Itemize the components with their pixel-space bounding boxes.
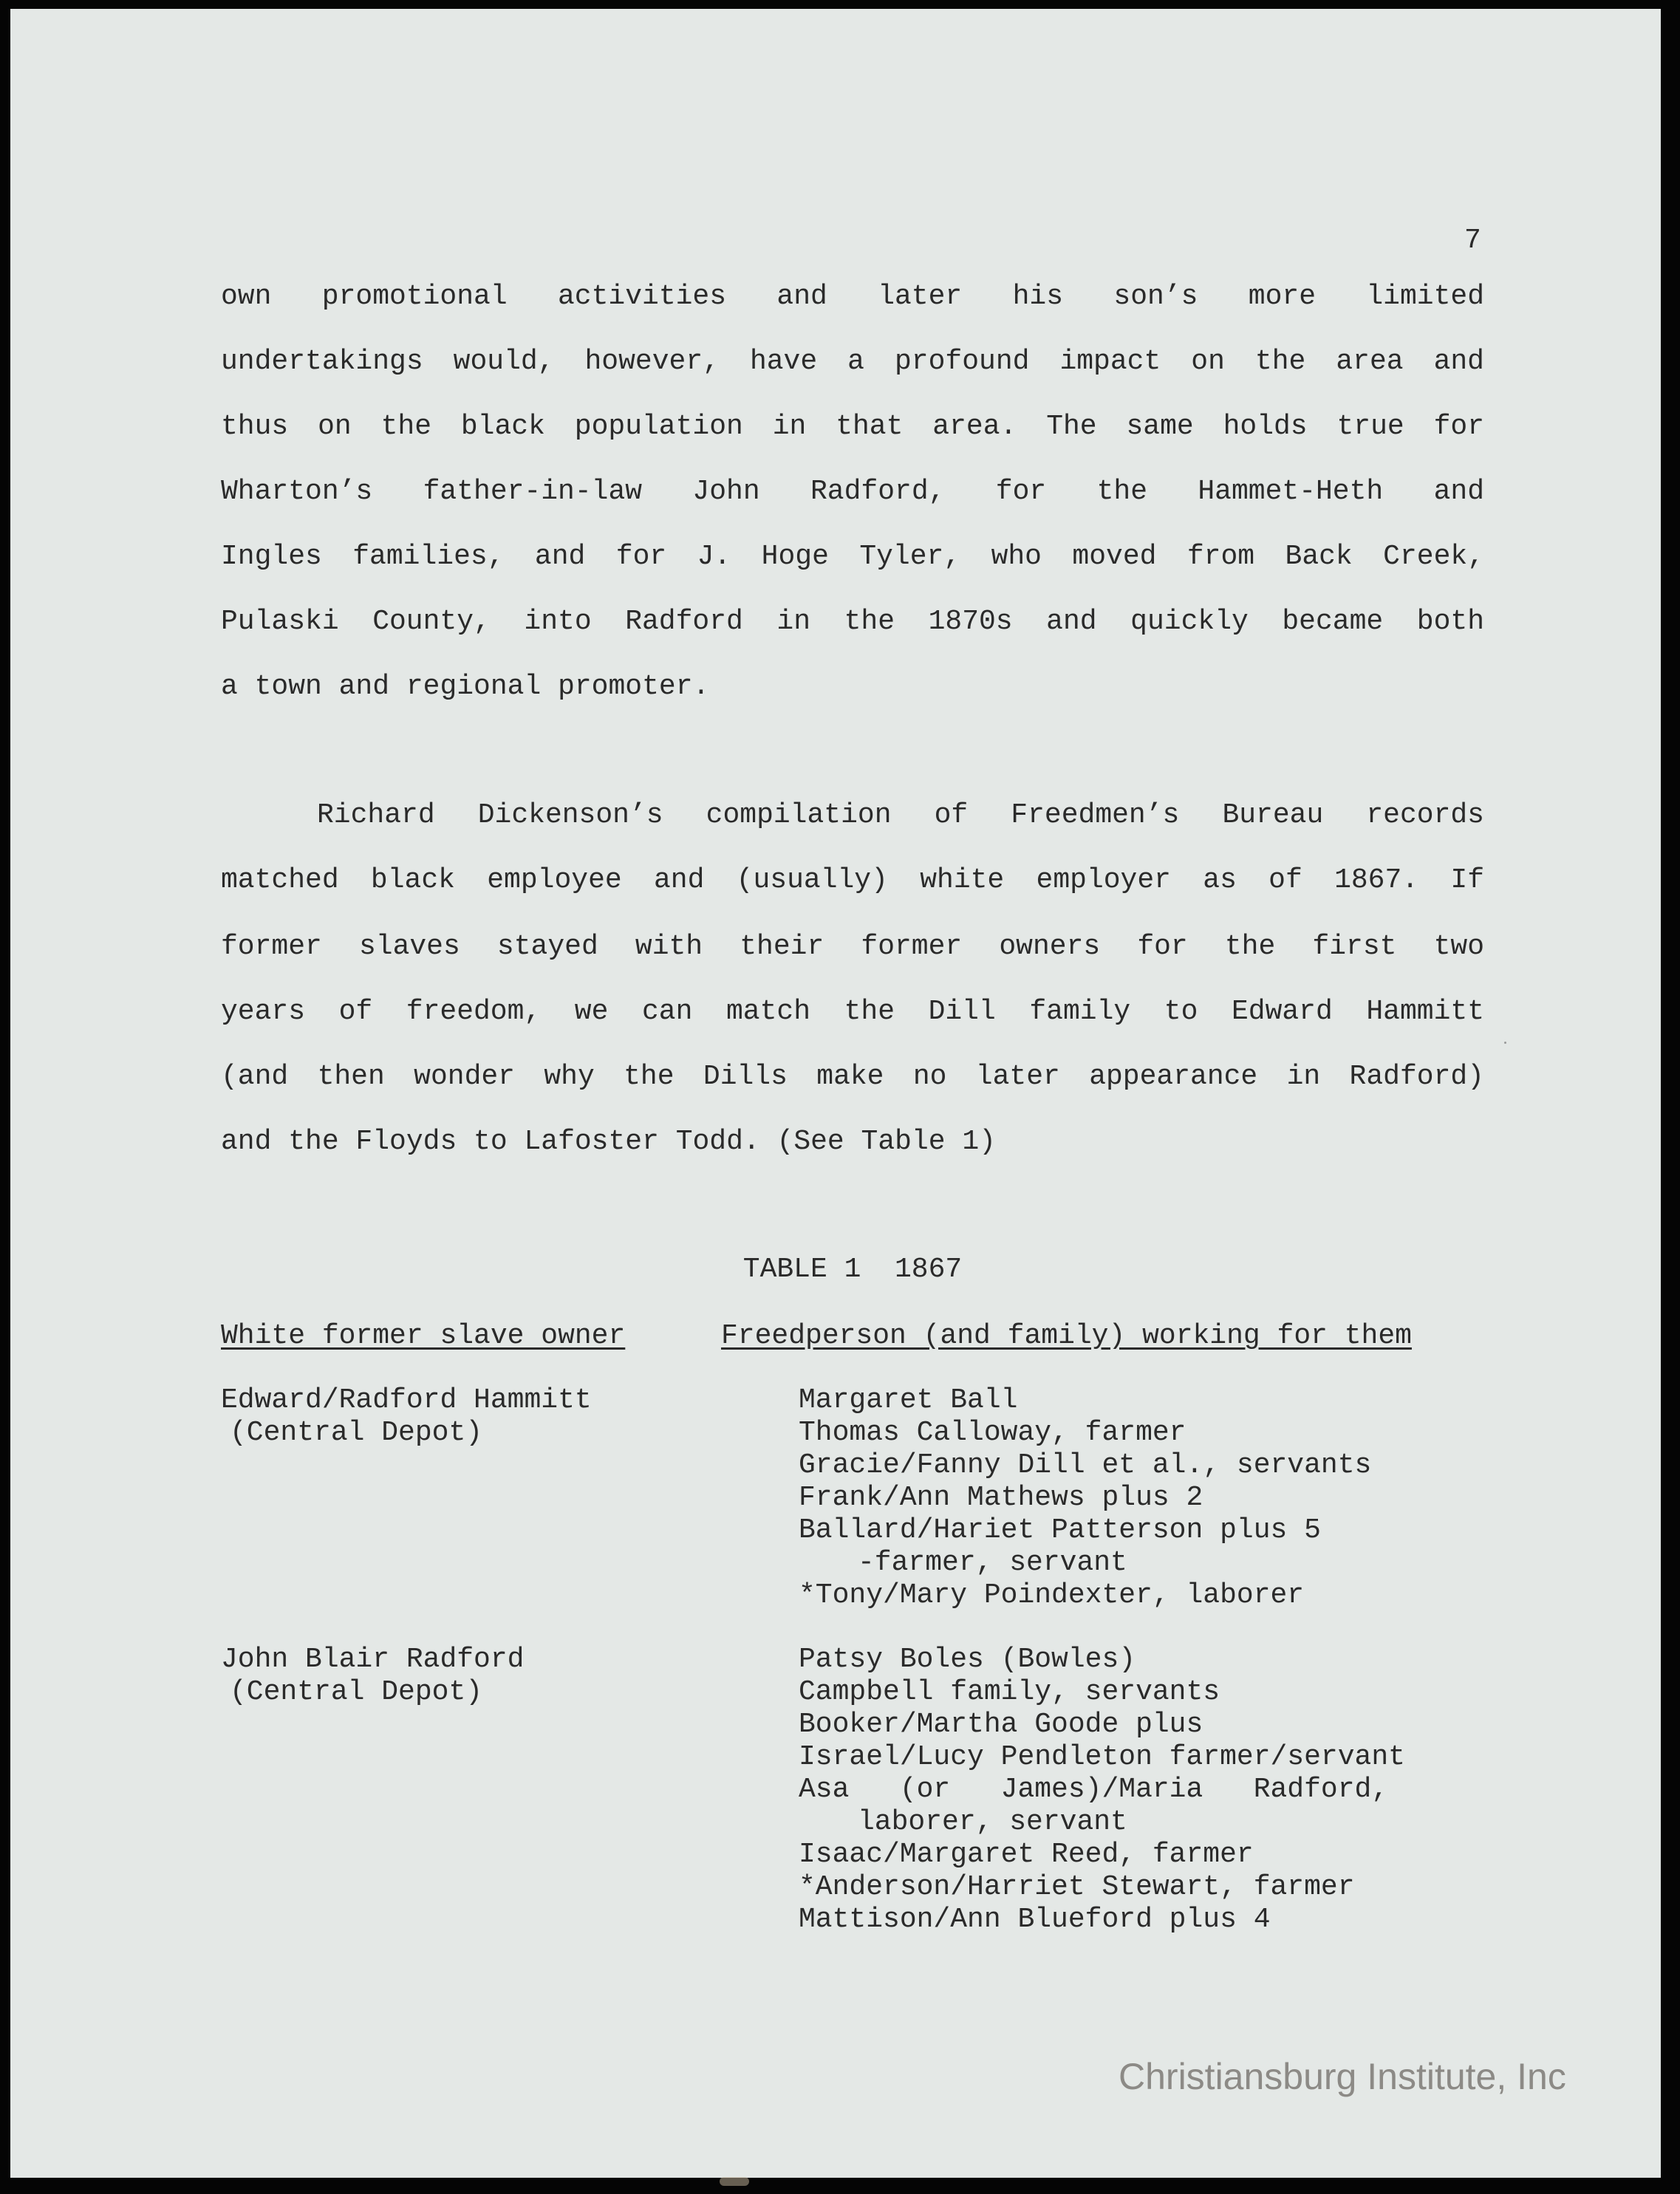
text-line: undertakings would, however, have a profound impact on the area and bbox=[221, 346, 1484, 377]
owner-location: (Central Depot) bbox=[230, 1676, 483, 1708]
text-line: Richard Dickenson’s compilation of Freedmen’s Bureau records bbox=[317, 799, 1484, 831]
text-line: years of freedom, we can match the Dill family to Edward Hammitt bbox=[221, 996, 1484, 1028]
list-item: Patsy Boles (Bowles) bbox=[799, 1644, 1136, 1675]
list-item: Gracie/Fanny Dill et al., servants bbox=[799, 1449, 1372, 1481]
list-item: Isaac/Margaret Reed, farmer bbox=[799, 1839, 1254, 1870]
page-number: 7 bbox=[1464, 225, 1481, 256]
text-line: own promotional activities and later his son’s more limited bbox=[221, 281, 1484, 312]
text-line: Pulaski County, into Radford in the 1870s and quickly became both bbox=[221, 606, 1484, 638]
list-item: Israel/Lucy Pendleton farmer/servant bbox=[799, 1741, 1405, 1773]
list-item: Booker/Martha Goode plus bbox=[799, 1709, 1203, 1740]
owner-name: John Blair Radford bbox=[221, 1644, 525, 1675]
freedperson-list bbox=[799, 1384, 1371, 1612]
list-item: Ballard/Hariet Patterson plus 5 bbox=[799, 1514, 1321, 1546]
text-line: a town and regional promoter. bbox=[221, 671, 710, 703]
list-item: laborer, servant bbox=[858, 1806, 1127, 1838]
list-item: Asa (or James)/Maria Radford, bbox=[799, 1774, 1389, 1805]
list-item: -farmer, servant bbox=[858, 1547, 1127, 1579]
table-header-freedperson: Freedperson (and family) working for them bbox=[721, 1320, 1412, 1352]
document-page bbox=[10, 9, 1661, 2178]
text-line: matched black employee and (usually) white employer as of 1867. If bbox=[221, 864, 1484, 896]
text-line: and the Floyds to Lafoster Todd. (See Table 1) bbox=[221, 1126, 996, 1158]
watermark: Christiansburg Institute, Inc bbox=[1119, 2056, 1566, 2097]
table-caption: TABLE 1 1867 bbox=[742, 1254, 963, 1285]
text-line: (and then wonder why the Dills make no later appearance in Radford) bbox=[221, 1061, 1484, 1093]
list-item: *Tony/Mary Poindexter, laborer bbox=[799, 1579, 1305, 1611]
list-item: Frank/Ann Mathews plus 2 bbox=[799, 1482, 1203, 1514]
text-line: former slaves stayed with their former owners for the first two bbox=[221, 931, 1484, 963]
list-item: Margaret Ball bbox=[799, 1384, 1018, 1416]
paper-stain bbox=[720, 2177, 749, 2186]
owner-name: Edward/Radford Hammitt bbox=[221, 1384, 592, 1416]
owner-cell bbox=[221, 1644, 524, 1709]
list-item: Mattison/Ann Blueford plus 4 bbox=[799, 1904, 1271, 1935]
text-line: Ingles families, and for J. Hoge Tyler, who moved from Back Creek, bbox=[221, 541, 1484, 573]
freedperson-list bbox=[799, 1644, 1405, 1936]
table-header-owner: White former slave owner bbox=[221, 1320, 626, 1352]
paper-speck bbox=[1504, 1042, 1506, 1044]
owner-cell bbox=[221, 1384, 592, 1449]
text-line: Wharton’s father-in-law John Radford, for the Hammet-Heth and bbox=[221, 476, 1484, 508]
owner-location: (Central Depot) bbox=[230, 1417, 483, 1449]
list-item: *Anderson/Harriet Stewart, farmer bbox=[799, 1871, 1355, 1903]
list-item: Thomas Calloway, farmer bbox=[799, 1417, 1186, 1449]
list-item: Campbell family, servants bbox=[799, 1676, 1220, 1708]
text-line: thus on the black population in that area. The same holds true for bbox=[221, 411, 1484, 442]
